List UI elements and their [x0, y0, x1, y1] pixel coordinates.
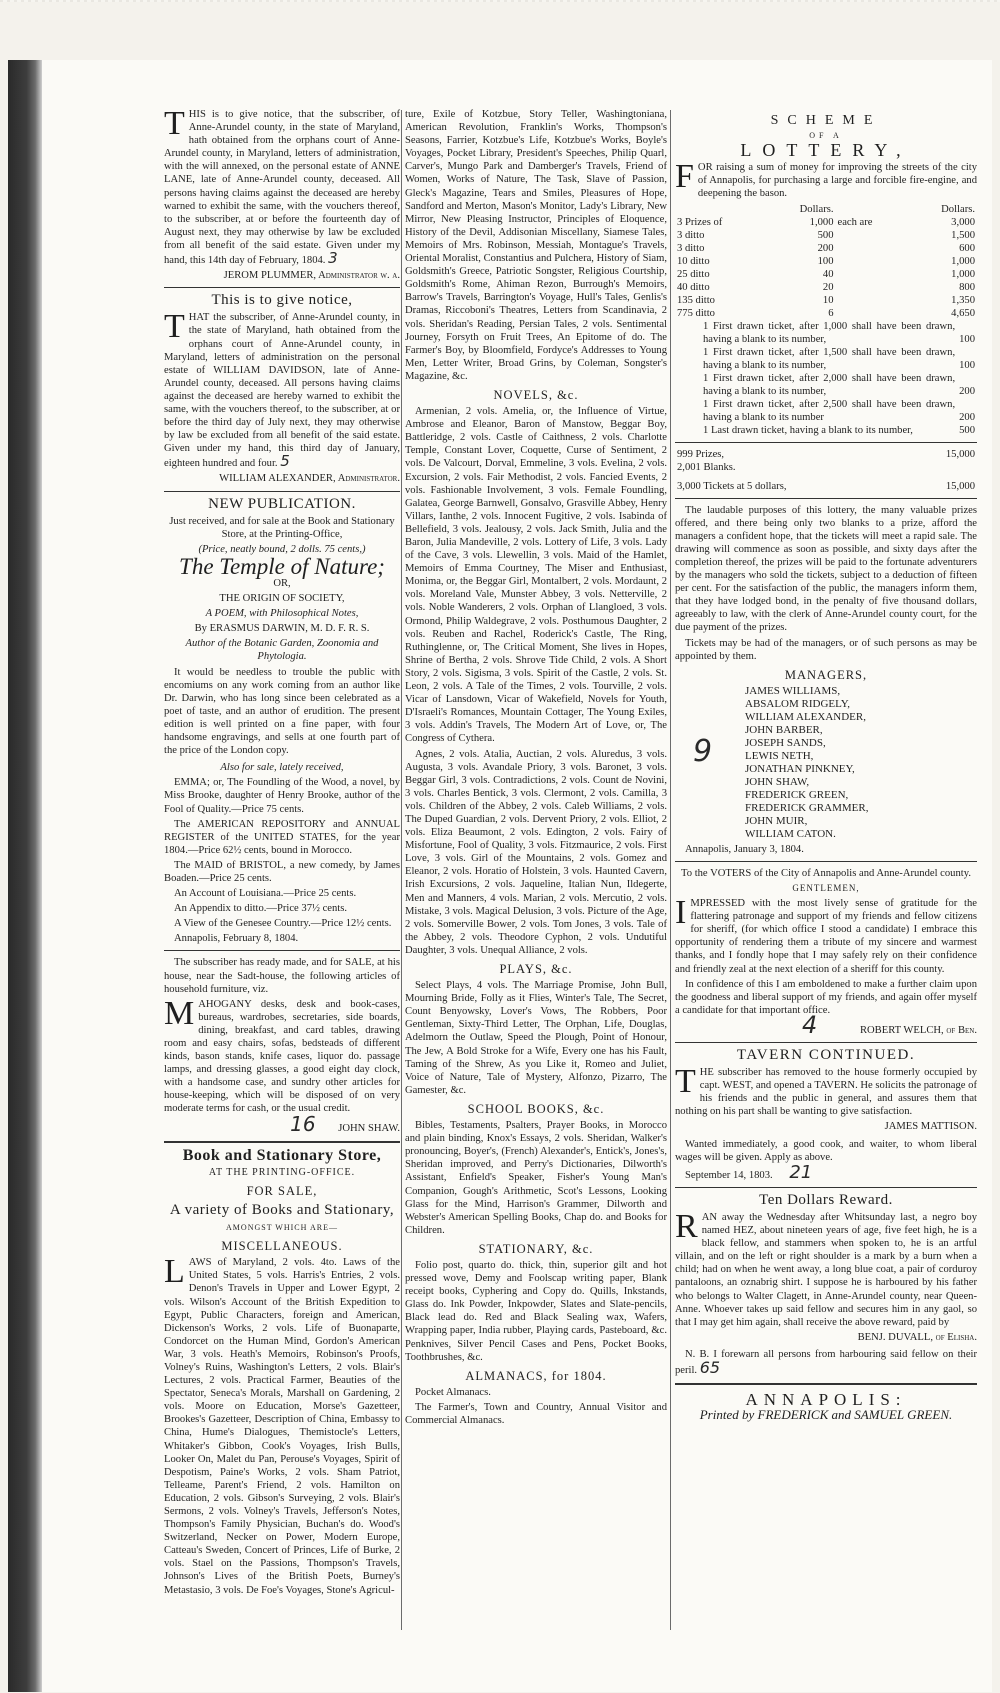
prize-each — [836, 229, 908, 242]
prize-total: 1,500 — [951, 229, 975, 241]
manager-name: JOSEPH SANDS, — [745, 736, 826, 749]
lottery-body: The laudable purposes of this lottery, the many valuable prizes offered, and there being only two blanks to a prize, afford the managers a confident hope, that the tickets will meet a rapid sale. The drawing will commence as soon as possible, and sixty days after the completion thereof, the prizes will be paid to the fortunate adventurers by the managers who sold the tickets, subject to a deduction of fifteen per cent. For the satisfaction of the public, the managers inform them, that they have lodged bond, in the penalty of five thousand dollars, agreeably to law, with the clerk of Anne-Arundel county court, for the due payment of the prizes. — [675, 504, 977, 634]
voters-heading: To the VOTERS of the City of Annapolis and Anne-Arundel county. — [681, 867, 971, 879]
drawn-row — [675, 372, 977, 398]
voters-text: MPRESSED with the most lively sense of gratitude for the flattering patronage and support of my friends and fellow citizens for sheriff, (for which office I stood a candidate) I embrace this opportunity of rendering them a tribute of my sincere and warmest thanks, and I fondly hope that I may safely rely on their confidence and friendly zeal at the next election of a sheriff for this county. — [675, 898, 977, 975]
lottery-intro — [675, 158, 977, 200]
of-a: OF A — [809, 131, 843, 141]
manager-name: LEWIS NETH, — [745, 749, 814, 762]
also-item: The AMERICAN REPOSITORY and ANNUAL REGISTER of the UNITED STATES, for the year 1804.—Price 62½ cents, bound in Morocco. — [164, 818, 400, 856]
drop-cap: T — [164, 105, 185, 142]
notice-davidson — [164, 308, 400, 471]
manager-name: JONATHAN PINKNEY, — [745, 762, 855, 775]
divider — [675, 1042, 977, 1043]
prize-total: 1,000 — [951, 268, 975, 280]
prize-row — [675, 294, 977, 307]
signature-name: ROBERT WELCH, of Ben. — [859, 1024, 977, 1036]
prize-amount: 200 — [817, 242, 834, 254]
tavern-wanted: Wanted immediately, a good cook, and waiter, to whom liberal wages will be given. Apply as above. — [675, 1138, 977, 1163]
tavern-heading: TAVERN CONTINUED. — [736, 1047, 916, 1063]
prize-row — [675, 281, 977, 294]
signature — [164, 1111, 400, 1136]
prize-count: 25 ditto — [677, 268, 710, 280]
voters-gentlemen: GENTLEMEN, — [792, 882, 860, 893]
tavern-text: HE subscriber has removed to the house formerly occupied by capt. WEST, and opened a TAVERN. He solicits the patronage of his friends and the public in general, and assures them that nothing on his part shall be wanting to give satisfaction. — [675, 1067, 977, 1118]
school-list: Bibles, Testaments, Psalters, Prayer Books, in Morocco and plain binding, Knox's Essays, 2 vols. Sheridan, Walker's pronouncing, Boyer's, (French) Alexander's, Entick's, Jones's, Sheridan improved, and Perry's Dictionaries, Dilworth's Assistant, Enfield's Speaker, Fisher's Young Man's Companion, Gough's Arithmetic, Scot's Lessons, Looking Glass for the Mind, Harrison's Grammer, Dilworth and Webster's American Spelling Books, Chap do. and Books for Children. — [405, 1120, 667, 1236]
total-prizes-value: 15,000 — [945, 448, 975, 460]
also-item: Annapolis, February 8, 1804. — [174, 933, 299, 945]
misc-text: AWS of Maryland, 2 vols. 4to. Laws of the United States, 5 vols. Harris's Entries, 2 vols. Denon's Travels in Upper and Lower Egypt, 2 vols. Wilson's Account of the British Expedition to Egypt, Public Characters, foreign and American, Dickenson's Works, 2 vols. Life of Buonaparte, Condorcet on the Human Mind, Gordon's American War, 3 vols. Heath's Memoirs, Robinson's Proofs, Volney's Ruins, Washington's Letters, 2 vols. Blair's Lectures, 2 vols. Practical Farmer, Beauties of the Spectator, Seneca's Morals, Marshall on Gardening, 2 vols. Moore on Education, Morse's Gazetteer, Brookes's Gazetteer, Description of China, Embassy to China, Hume's Dialogues, Themistocle's Letters, Whitaker's Gibbon, Cook's Voyages, Irish Bulls, Looker On, Malet du Pan, Perouse's Voyages, Spirit of Despotism, Paine's Works, 2 vols. Sham Patriot, Telleame, Parent's Friend, 2 vols. Hamilton on Education, 2 vols. Gibson's Surveying, 2 vols. Blair's Sermons, 2 vols. Volney's Travels, Jefferson's Notes, Thompson's Family Physician, Buchan's do. Wood's Switzerland, Necker on Power, Modern Europe, Catteau's Sweden, Concert of Princes, Life of Burke, 2 vols. Stael on the Passions, Thompson's Travels, Johnson's Lives of the British Poets, Burney's Metastasio, 3 vols. De Foe's Voyages, Stone's Agricul- — [164, 1257, 400, 1596]
misc-list — [164, 1253, 400, 1596]
notice-text: HIS is to give notice, that the subscriber, of Anne-Arundel county, in the state of Maryland, hath obtained from the orphans court of Anne-Arundel county, in Maryland, letters of administration, with the will annexed, on the personal estate of ANNE LANE, late of Anne-Arundel county, deceased. All persons having claims against the deceased are hereby warned to exhibit the same, with the vouchers thereof, to the subscriber, at or before the fourteenth day of August next, they may otherwise by law be excluded from all benefit of the said estate. Given under my hand, this 14th day of February, 1804. — [164, 109, 400, 267]
almanacs-item: Pocket Almanacs. — [415, 1386, 491, 1398]
managers-list — [745, 685, 977, 841]
handwritten-mark: 9 — [693, 733, 713, 769]
handwritten-mark: 21 — [789, 1161, 813, 1183]
footer-printer: Printed by FREDERICK and SAMUEL GREEN. — [699, 1407, 953, 1423]
prize-count: 135 ditto — [677, 294, 715, 306]
prize-amount: 6 — [828, 307, 834, 319]
handwritten-mark: 5 — [280, 452, 290, 471]
book-poem: A POEM, with Philosophical Notes, — [205, 608, 359, 620]
page-binding — [8, 60, 42, 1692]
plays-list: Select Plays, 4 vols. The Marriage Promise, John Bull, Mourning Bride, Folly as it Flies, Winter's Tale, The Secret, Count Benyowsky, Lover's Vows, The Robbers, Poor Gentleman, Sixty-Third Letter, The Orphan, Life, Douglas, Adelmorn the Outlaw, Speed the Plough, Point of Honour, The Jew, A Bold Stroke for a Wife, Every one has his Fault, Taming of the Shrew, As you Like it, Romeo and Juliet, Voice of Nature, Tale of Mystery, Alfonzo, Pizarro, The Gamester, &c. — [405, 980, 667, 1096]
prize-total: 3,000 — [951, 216, 975, 228]
reward-nb — [675, 1348, 977, 1377]
tavern-body — [675, 1063, 977, 1118]
signature: BENJ. DUVALL, of Elisha. — [857, 1331, 977, 1343]
prize-amount: 20 — [822, 281, 834, 293]
novels-list-2: Agnes, 2 vols. Atalia, Auctian, 2 vols. Aluredus, 3 vols. Augusta, 3 vols. Avandale Priory, 3 vols. Baronet, 3 vols. Beggar Girl, 3 vols. Contradictions, 2 vols. Count de Novini, 3 vols. Charles Bentick, 3 vols. Clermont, 2 vols. Camilla, 3 vols. Children of the Abbey, 2 vols. Caleb Williams, 2 vols. The Duped Guardian, 2 vols. Dervent Priory, 2 vols. Elliot, 2 vols. Eliza Beaumont, 2 vols. Edington, 2 vols. Fairy of Misfortune, Fool of Quality, 3 vols. Fitzmaurice, 2 vols. First Love, 3 vols. Girl of the Mountains, 2 vols. Gomez and Eleanor, 2 vols. Horatio of Holstein, 3 vols. Haunted Cavern, Irish Excursions, 2 vols. Jaqueline, Italian Nun, Ildegerte, Men and Manners, 4 vols. Marian, 2 vols. Mercutio, 2 vols. Mistake, 3 vols. Magical Delusion, 3 vols. Picture of the Age, 2 vols. Somerville Bower, 2 vols. Tom Jones, 3 vols. Tale of the Abbey, 2 vols. Theodore Cyphon, 2 vols. Undutiful Daughter, 3 vols. Unequal Alliance, 2 vols. — [405, 748, 667, 956]
drawn-text: 1 First drawn ticket, after 1,000 shall have been drawn, having a blank to its number, — [703, 320, 956, 345]
book-title: The Temple of Nature; — [179, 553, 385, 579]
newspaper-page — [8, 60, 992, 1692]
divider — [164, 287, 400, 288]
prize-total: 600 — [959, 242, 975, 254]
manager-name: JOHN MUIR, — [745, 814, 808, 827]
stationary-heading: STATIONARY, &c. — [478, 1241, 594, 1256]
manager-name: FREDERICK GREEN, — [745, 788, 849, 801]
voters-body-2: In confidence of this I am emboldened to make a further claim upon the goodness and liberal support of my friends, and again offer myself a candidate for that important office. — [675, 978, 977, 1016]
lottery-intro-text: OR raising a sum of money for improving the streets of the city of Annapolis, for purchasing a large and forcible fire-engine, and deepening the bason. — [697, 162, 977, 200]
book-author: By ERASMUS DARWIN, M. D. F. R. S. — [194, 623, 370, 635]
prize-count: 40 ditto — [677, 281, 710, 293]
handwritten-mark: 16 — [290, 1111, 316, 1136]
school-heading: SCHOOL BOOKS, &c. — [467, 1101, 605, 1116]
furniture-ad — [164, 994, 400, 1116]
drop-cap: M — [164, 994, 195, 1032]
almanacs-item: The Farmer's, Town and Country, Annual Visitor and Commercial Almanacs. — [405, 1401, 667, 1426]
also-item: EMMA; or, The Foundling of the Wood, a novel, by Miss Brooke, daughter of Henry Brooke, author of the Fool of Quality.—Price 75 cents. — [164, 777, 400, 815]
publication-body: It would be needless to trouble the public with encomiums on any work coming from an author like Dr. Darwin, who has long since been celebrated as a poet of taste, and an author of erudition. The present edition is well printed on a fine paper, with four handsome engravings, and sells at one fourth part of the price of the London copy. — [164, 666, 400, 757]
manager-name: WILLIAM CATON. — [745, 827, 836, 840]
scheme-heading: SCHEME — [770, 113, 882, 128]
tavern-date — [675, 1161, 977, 1183]
publication-intro: Just received, and for sale at the Book and Stationary Store, at the Printing-Office, — [169, 515, 395, 540]
lottery-date: Annapolis, January 3, 1804. — [685, 843, 804, 855]
bookstore-forsale: FOR SALE, — [246, 1183, 318, 1198]
notice-anne-lane — [164, 105, 400, 268]
prize-amount: 500 — [817, 229, 834, 241]
misc-list-continued: ture, Exile of Kotzbue, Story Teller, Washingtoniana, American Revolution, Franklin's Works, Thompson's Seasons, Farrier, Kotzbue's Life, Kotzbue's Works, Boyle's Voyages, Pocket Library, President's Speeches, Philip Quarl, Carver's, Mungo Park and Damberger's Travels, Friend of Women, Works of Nature, The Task, Slave of Passion, Gleck's Magazine, Tears and Smiles, Pleasures of Hope, Sandford and Merton, Mason's Monitor, Lady's Library, New Mirror, New Pleasing Instructor, Principles of Eloquence, History of the Devil, Addisonian Miscellany, Siamese Tales, Memoirs of Mrs. Robinson, Messiah, Montague's Travels, Oriental Moralist, Constantius and Pulchera, History of Siam, Goldsmith's Greece, Patriotic Songster, Religious Courtship, Goldsmith's Rome, Ahiman Rezon, Burrough's Memoirs, Barrow's Travels, Barrington's Voyage, Hull's Tales, Genlis's Dramas, Riccoboni's Theatres, Letters from Scandinavia, 2 vols. Sheridan's Reading, Persian Tales, 2 vols. Sentimental Journey, Forsyth on Fruit Trees, An Epitome of do. The Farmer's Boy, by Bloomfield, Fordyce's Addresses to Young Men, Letter Writer, Broad Grins, by Coleman, Songster's Magazine, &c. — [405, 109, 667, 382]
novels-list: Armenian, 2 vols. Amelia, or, the Influence of Virtue, Ambrose and Eleanor, Baron of Manstow, Beggar Boy, Battleridge, 2 vols. Castle of Caithness, 2 vols. Charlotte Temple, Constant Lover, Coquette, Curse of Sentiment, 2 vols. De Valcourt, Dorval, Emmeline, 3 vols. Evelina, 2 vols. Excursion, 2 vols. Fair Methodist, 2 vols. Fancied Events, 2 vols. Fashionable Involvement, 3 vols. Female Foundling, Galatea, George Barnwell, Gonsalvo, Grasville Abbey, Henry Villars, Ianthe, 2 vols. Innocent Fugitive, 2 vols. Isabinda of Bellefield, 3 vols. Jealousy, 2 vols. Jack Smith, Julia and the Baron, Julia Mandeville, 2 vols. Lottery of Life, 3 vols. Lady of the Cave, 3 vols. Llewellin, 3 vols. Maid of the Hamlet, Memoirs of Emma Courtney, The Miser and Enthusiast, Monima, or, the Beggar Girl, Montalbert, 2 vols. Mordaunt, 2 vols. Moreland Vale, Munster Abbey, 3 vols. Netterville, 2 vols. Noble Wanderers, 2 vols. Orphan of Llangloed, 3 vols. Ormond, Philip Waldegrave, 2 vols. Posthumous Daughter, 2 vols. Reuben and Rachel, Roderick's Castle, The Ring, Ruthinglenne, or, The Critical Moment, She lives in Hopes, Shrine of Bertha, 2 vols. Shrove Tide Child, 2 vols. A Short Story, 2 vols. Sigisma, 3 vols. Spirit of the Castle, 2 vols. St. Leon, 2 vols. A Tale of the Times, 2 vols. Tourville, 2 vols. Vicar of Lansdown, Vicar of Wakefield, Novels for Youth, D'Israeli's Romances, Mountain Cottager, The Young Exiles, 3 vols. Addin's Travels, The Modern Art of Love, or, The Congress of Cythera. — [405, 406, 667, 745]
prize-each — [836, 242, 908, 255]
prize-row — [675, 268, 977, 281]
footer-city: ANNAPOLIS: — [745, 1390, 907, 1410]
total-blanks: 2,001 Blanks. — [677, 461, 736, 473]
signature-name: JOHN SHAW. — [338, 1122, 400, 1134]
prize-row — [675, 255, 977, 268]
drawn-value: 100 — [959, 359, 975, 371]
dollars-header: Dollars. — [799, 203, 834, 215]
drawn-row — [675, 346, 977, 372]
total-row — [675, 448, 977, 461]
divider — [675, 442, 977, 443]
plays-heading: PLAYS, &c. — [499, 962, 573, 976]
furniture-text: AHOGANY desks, desk and book-cases, bureaus, wardrobes, secretaries, side boards, dining, breakfast, and card tables, drawing room and easy chairs, sofas, bedsteads of different kinds, bason stands, knife cases, liquor do. passage lamps, and dressing glasses, a good eight day clock, with a handsome case, and sundry other articles for house-keeping, which will be disposed of on very moderate terms for cash, or the usual credit. — [164, 998, 400, 1115]
manager-name: JAMES WILLIAMS, — [745, 684, 841, 697]
prize-header — [675, 203, 977, 216]
prize-each: each are — [837, 216, 873, 228]
also-item: A View of the Genesee Country.—Price 12½ cents. — [174, 918, 392, 930]
column-rule — [401, 110, 402, 1630]
totals-table — [675, 448, 977, 493]
drawn-value: 200 — [959, 411, 975, 423]
bookstore-sub: AT THE PRINTING-OFFICE. — [208, 1166, 356, 1178]
handwritten-mark: 65 — [699, 1357, 721, 1377]
managers-block — [675, 685, 977, 841]
almanacs-heading: ALMANACS, for 1804. — [465, 1368, 607, 1383]
drop-cap: T — [164, 308, 185, 346]
prize-each — [836, 294, 908, 307]
signature: JAMES MATTISON. — [884, 1121, 977, 1133]
drawn-row — [675, 320, 977, 346]
drawn-text: 1 First drawn ticket, after 1,500 shall have been drawn, having a blank to its number, — [703, 346, 956, 371]
drawn-row — [675, 424, 977, 437]
total-row — [675, 474, 977, 493]
drawn-table — [675, 320, 977, 437]
column-1 — [164, 105, 400, 1599]
column-2 — [405, 108, 667, 1429]
bookstore-among: AMONGST WHICH ARE— — [226, 1223, 338, 1233]
divider — [675, 1383, 977, 1385]
notice-heading: This is to give notice, — [211, 292, 353, 309]
prize-row — [675, 242, 977, 255]
drawn-text: 1 First drawn ticket, after 2,500 shall have been drawn, having a blank to its number — [703, 398, 956, 423]
prize-total: 800 — [959, 281, 975, 293]
signature: WILLIAM ALEXANDER, Administrator. — [219, 473, 400, 485]
notice-text: HAT the subscriber, of Anne-Arundel county, in the state of Maryland, hath obtained from the orphans court of Anne-Arundel county, in Maryland, letters of administration on the personal estate of WILLIAM DAVIDSON, late of Anne-Arundel county, deceased. All persons having claims against the deceased are hereby warned to exhibit the same, with the vouchers thereof, to the subscriber, at or before the third day of July next, they may otherwise by law be excluded from all benefit of the said estate. Given under my hand, this third day of January, eighteen hundred and four. — [164, 312, 400, 470]
lottery-tickets-note: Tickets may be had of the managers, or of such persons as may be appointed by them. — [675, 637, 977, 662]
divider — [164, 1141, 400, 1143]
dollars-header: Dollars. — [941, 203, 975, 215]
also-item: An Appendix to ditto.—Price 37½ cents. — [174, 903, 348, 915]
prize-count: 3 ditto — [677, 229, 705, 241]
reward-heading: Ten Dollars Reward. — [759, 1191, 893, 1208]
book-subtitle: THE ORIGIN OF SOCIETY, — [219, 593, 345, 605]
drawn-value: 200 — [959, 385, 975, 397]
tavern-date-text: September 14, 1803. — [685, 1169, 773, 1181]
manager-name: WILLIAM ALEXANDER, — [745, 710, 866, 723]
divider — [675, 861, 977, 862]
prize-count: 775 ditto — [677, 307, 715, 319]
prize-amount: 100 — [817, 255, 834, 267]
stationary-list: Folio post, quarto do. thick, thin, superior gilt and hot pressed wove, Demy and Foolscap writing paper, Blank receipt books, Cyphering and Copy do. Quills, Inkstands, Glass do. Ink Powder, Inkpowder, Slates and Slate-pencils, Black lead do. Red and Black Sealing wax, Wafers, Wrapping paper, India rubber, Playing cards, Pasteboard, &c. Penknives, Silver Pencil Cases and Pens, Pocket Books, Toothbrushes, &c. — [405, 1259, 667, 1363]
signature — [675, 1010, 977, 1039]
managers-heading: MANAGERS, — [784, 667, 868, 682]
furniture-intro: The subscriber has ready made, and for SALE, at his house, near the Sadt-house, the following articles of household furniture, viz. — [164, 957, 400, 995]
drawn-value: 100 — [959, 333, 975, 345]
handwritten-mark: 4 — [802, 1010, 818, 1039]
also-heading: Also for sale, lately received, — [220, 762, 344, 774]
handwritten-mark: 3 — [328, 249, 338, 268]
prize-count: 3 ditto — [677, 242, 705, 254]
drawn-value: 500 — [959, 424, 975, 436]
prize-row — [675, 216, 977, 229]
novels-heading: NOVELS, &c. — [493, 387, 579, 402]
divider — [675, 498, 977, 499]
book-author-note: Author of the Botanic Garden, Zoonomia and Phytologia. — [185, 638, 379, 663]
prize-total: 1,350 — [951, 294, 975, 306]
total-prizes: 999 Prizes, — [677, 448, 725, 460]
drawn-text: 1 Last drawn ticket, having a blank to its number, — [703, 424, 913, 436]
prize-row — [675, 229, 977, 242]
total-row — [675, 461, 977, 474]
drop-cap: F — [675, 158, 694, 196]
drop-cap: T — [675, 1063, 696, 1101]
prize-row — [675, 307, 977, 320]
prize-total: 1,000 — [951, 255, 975, 267]
also-list — [164, 776, 400, 945]
lottery-heading: LOTTERY, — [740, 140, 912, 161]
voters-body — [675, 894, 977, 976]
divider — [164, 491, 400, 492]
misc-heading: MISCELLANEOUS. — [221, 1239, 343, 1254]
divider — [675, 1187, 977, 1188]
total-tickets-value: 15,000 — [945, 480, 975, 492]
column-3 — [675, 108, 977, 1421]
prize-each — [836, 268, 908, 281]
reward-body — [675, 1207, 977, 1329]
prize-amount: 10 — [822, 294, 834, 306]
prize-each — [836, 307, 908, 320]
reward-nb-text: N. B. I forewarn all persons from harbouring said fellow on their peril. — [675, 1348, 977, 1376]
bookstore-variety: A variety of Books and Stationary, — [169, 1201, 395, 1218]
prize-each — [836, 281, 908, 294]
scan-top-edge — [0, 0, 1000, 2]
prize-count: 3 Prizes of — [677, 216, 723, 228]
reward-text: AN away the Wednesday after Whitsunday last, a negro boy named HEZ, about nineteen years of age, five feet high, he is a black fellow, and stammers when spoken to, he is an artful villain, and on the left or right shoulder is a mark by a burn when a child; had on when he went away, a long blue coat, a pair of corduroy pantaloons, an oznabrig shirt. I suppose he is harboured by his father who belongs to Walter Clagett, in Anne-Arundel county, near Queen-Anne. Whoever takes up said fellow and secures him in any gaol, so that I may get him again, shall receive the above reward, paid by — [675, 1211, 977, 1328]
manager-name: JOHN BARBER, — [745, 723, 823, 736]
column-rule — [670, 110, 671, 1630]
drawn-row — [675, 398, 977, 424]
prize-count: 10 ditto — [677, 255, 710, 267]
also-item: The MAID of BRISTOL, a new comedy, by James Boaden.—Price 25 cents. — [164, 859, 400, 884]
drop-cap: I — [675, 894, 687, 932]
publication-price: (Price, neatly bound, 2 dolls. 75 cents,) — [198, 543, 366, 555]
manager-name: ABSALOM RIDGELY, — [745, 697, 851, 710]
signature: JEROM PLUMMER, Administrator w. a. — [223, 270, 400, 282]
drop-cap: L — [164, 1253, 185, 1291]
bookstore-heading: Book and Stationary Store, — [182, 1146, 382, 1164]
prize-each — [836, 255, 908, 268]
book-or: OR, — [273, 578, 291, 589]
manager-name: JOHN SHAW, — [745, 775, 810, 788]
publication-heading: NEW PUBLICATION. — [208, 495, 356, 512]
total-tickets: 3,000 Tickets at 5 dollars, — [677, 480, 787, 492]
manager-name: FREDERICK GRAMMER, — [745, 801, 869, 814]
also-item: An Account of Louisiana.—Price 25 cents. — [174, 888, 357, 900]
prize-amount: 40 — [822, 268, 834, 280]
divider — [164, 950, 400, 951]
prize-amount: 1,000 — [809, 216, 834, 228]
drop-cap: R — [675, 1207, 698, 1245]
drawn-text: 1 First drawn ticket, after 2,000 shall have been drawn, having a blank to its number, — [703, 372, 956, 397]
prize-table — [675, 203, 977, 320]
prize-total: 4,650 — [951, 307, 975, 319]
